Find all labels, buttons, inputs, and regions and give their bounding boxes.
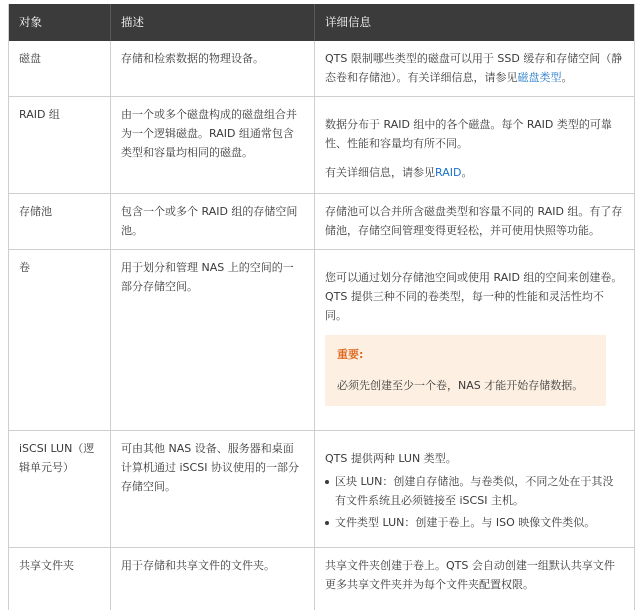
cell-description: 存储和检索数据的物理设备。 — [111, 41, 315, 96]
raid-link[interactable]: RAID — [435, 166, 462, 179]
cell-details — [315, 41, 634, 96]
glossary-table — [8, 4, 635, 610]
list-item: 文件类型 LUN：创建于卷上。与 ISO 映像文件类似。 — [325, 513, 624, 532]
important-text: 必须先创建至少一个卷，NAS 才能开始存储数据。 — [337, 379, 584, 392]
table-row — [9, 97, 634, 194]
detail-paragraph: QTS 提供两种 LUN 类型。 — [325, 452, 457, 465]
cell-object: 共享文件夹 — [9, 548, 111, 610]
detail-paragraph: 您可以通过划分存储池空间或使用 RAID 组的空间来创建卷。QTS 提供三种不同的卷类型，每一种的性能和灵活性均不同。 — [325, 271, 623, 322]
cell-details — [315, 97, 634, 193]
important-title: 重要: — [337, 348, 364, 361]
important-callout — [325, 335, 606, 406]
table-row — [9, 548, 634, 610]
cell-object: 卷 — [9, 250, 111, 430]
cell-description: 由一个或多个磁盘构成的磁盘组合并为一个逻辑磁盘。RAID 组通常包含类型和容量均相同的磁盘。 — [111, 97, 315, 193]
table-row — [9, 41, 634, 97]
cell-description: 用于存储和共享文件的文件夹。 — [111, 548, 315, 610]
cell-details: 共享文件夹创建于卷上。QTS 会自动创建一组默认共享文件更多共享文件夹并为每个文件夹配置权限。 — [325, 559, 615, 591]
cell-description: 用于划分和管理 NAS 上的空间的一部分存储空间。 — [111, 250, 315, 430]
cell-object: RAID 组 — [9, 97, 111, 193]
detail-text: 有关详细信息，请参见 — [325, 166, 435, 179]
cell-details — [315, 250, 634, 430]
detail-end: 。 — [461, 166, 473, 179]
table-row — [9, 194, 634, 250]
detail-paragraph — [325, 163, 624, 182]
detail-text: QTS 限制哪些类型的磁盘可以用于 SSD 缓存和存储空间（静态卷和存储池）。有关详细信息，请参见 — [325, 52, 623, 84]
header-description: 描述 — [111, 4, 315, 41]
cell-details — [315, 431, 634, 547]
lun-type-list — [325, 472, 624, 532]
cell-object: 存储池 — [9, 194, 111, 249]
cell-description: 包含一个或多个 RAID 组的存储空间池。 — [111, 194, 315, 249]
table-header — [9, 4, 634, 41]
cell-object: 磁盘 — [9, 41, 111, 96]
table-row — [9, 250, 634, 431]
cell-object: iSCSI LUN（逻辑单元号） — [9, 431, 111, 547]
list-item: 区块 LUN：创建自存储池。与卷类似，不同之处在于其没有文件系统且必须链接至 iSCSI 主机。 — [325, 472, 624, 510]
header-details: 详细信息 — [325, 15, 371, 29]
detail-paragraph: 数据分布于 RAID 组中的各个磁盘。每个 RAID 类型的可靠性、性能和容量均有所不同。 — [325, 118, 612, 150]
cell-description: 可由其他 NAS 设备、服务器和桌面计算机通过 iSCSI 协议使用的一部分存储空间。 — [111, 431, 315, 547]
header-object: 对象 — [9, 4, 111, 41]
detail-end: 。 — [561, 71, 573, 84]
fade-overlay — [574, 586, 634, 610]
table-row — [9, 431, 634, 548]
cell-details: 存储池可以合并所含磁盘类型和容量不同的 RAID 组。有了存储池，存储空间管理变得更轻松，并可使用快照等功能。 — [325, 205, 623, 237]
disk-types-link[interactable]: 磁盘类型 — [517, 71, 562, 84]
